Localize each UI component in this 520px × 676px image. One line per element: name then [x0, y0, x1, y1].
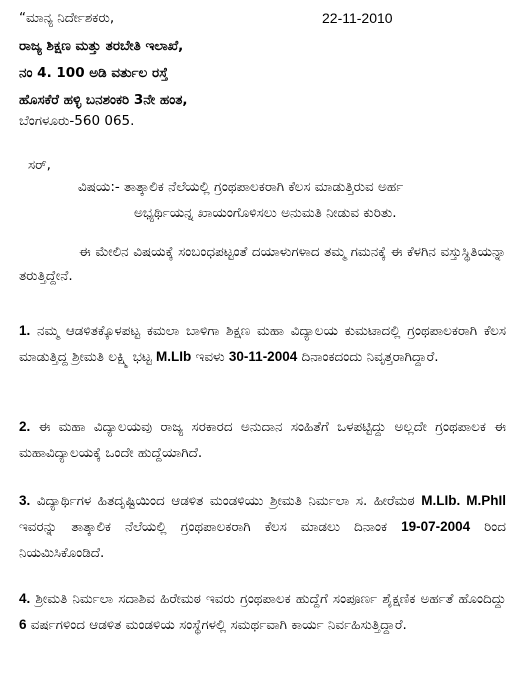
address-line-2: ರಾಜ್ಯ ಶಿಕ್ಷಣ ಮತ್ತು ತರಬೇತಿ ಇಲಾಖೆ, [19, 38, 184, 54]
point-3-date: 19-07-2004 [401, 519, 471, 534]
address-line-1: “ಮಾನ್ಯ ನಿರ್ದೇಶಕರು, [19, 10, 115, 26]
intro-text: ಈ ಮೇಲಿನ ವಿಷಯಕ್ಕೆ ಸಂಬಂಧಪಟ್ಟಂತೆ ದಯಾಳುಗಳಾದ ತಮ್ಮ ಗಮನಕ್ಕೆ ಈ ಕೆಳಗಿನ ವಸ್ತುಸ್ಥಿತಿಯನ್ನಾ ತರುತ್ತಿದ್ದೇನೆ. [19, 244, 506, 284]
address-line-5: ಬೆಂಗಳೂರು-560 065. [19, 113, 135, 129]
point-4 [19, 586, 506, 638]
point-1-text-d: ದಿನಾಂಕದಂದು ನಿವೃತ್ತರಾಗಿದ್ದಾರೆ. [297, 349, 439, 365]
point-1-degree: M.LIb [156, 349, 192, 364]
point-1-text-c: ಇವಳು [191, 349, 229, 365]
point-3-number: 3. [19, 493, 31, 508]
subject-block [78, 177, 508, 223]
subject-line-2: ಅಭ್ಯರ್ಥಿಯನ್ನ ಖಾಯಂಗೊಳಿಸಲು ಅನುಮತಿ ನೀಡುವ ಕುರಿತು. [134, 205, 397, 221]
point-4-text-a: ಶ್ರೀಮತಿ ನಿರ್ಮಲಾ ಸದಾಶಿವ ಹಿರೇಮಠ ಇವರು ಗ್ರಂಥಪಾಲಕ ಹುದ್ದೆಗೆ ಸಂಪೂರ್ಣ ಶೈಕ್ಷಣಿಕ ಅರ್ಹತೆ ಹೊಂದಿದ್ದು [30, 591, 506, 607]
point-2-text: ಈ ಮಹಾ ವಿದ್ಯಾಲಯವು ರಾಜ್ಯ ಸರಕಾರದ ಅನುದಾನ ಸಂಹಿತೆಗೆ ಒಳಪಟ್ಟಿದ್ದು ಅಲ್ಲದೇ ಗ್ರಂಥಪಾಲಕ ಈ ಮಹಾವಿದ್ಯಾಲಯಕ್ಕೆ ಒಂದೇ ಹುದ್ದೆಯಾಗಿದೆ. [19, 419, 506, 461]
point-4-text-c: ವರ್ಷಗಳಿಂದ ಆಡಳಿತ ಮಂಡಳಿಯ ಸಂಸ್ಥೆಗಳಲ್ಲಿ ಸಮರ್ಥವಾಗಿ ಕಾರ್ಯ ನಿರ್ವಹಿಸುತ್ತಿದ್ದಾರೆ. [26, 617, 407, 633]
point-3-text-d: ರಿಂದ ನಿಯಮಿಸಿಕೊಂಡಿದೆ. [19, 519, 507, 561]
point-1-number: 1. [19, 323, 31, 338]
letter-date: 22-11-2010 [322, 10, 393, 26]
address-line-3: ನಂ 4. 100 ಅಡಿ ವರ್ತುಲ ರಸ್ತೆ [19, 65, 168, 81]
salutation: ಸರ್, [28, 157, 51, 173]
point-1-date: 30-11-2004 [228, 349, 298, 364]
subject-line-1: ವಿಷಯ:- ತಾತ್ಕಾಲಿಕ ನೆಲೆಯಲ್ಲಿ ಗ್ರಂಥಪಾಲಕರಾಗಿ ಕೆಲಸ ಮಾಡುತ್ತಿರುವ ಅರ್ಹ [78, 179, 404, 195]
point-3-text-a: ವಿದ್ಯಾರ್ಥಿಗಳ ಹಿತದೃಷ್ಟಿಯಿಂದ ಆಡಳಿತ ಮಂಡಳಿಯು ಶ್ರೀಮತಿ ನಿರ್ಮಲಾ ಸ. ಹೀರೆಮಠ [30, 493, 422, 509]
address-line-4: ಹೊಸಕೆರೆ ಹಳ್ಳಿ ಬನಶಂಕರಿ 3ನೇ ಹಂತ, [19, 92, 188, 108]
point-3 [19, 488, 506, 566]
point-1-text-a: ನಮ್ಮ ಆಡಳಿತಕ್ಕೊಳಪಟ್ಟ ಕಮಲಾ ಬಾಳಿಗಾ ಶಿಕ್ಷಣ ಮಹಾ ವಿದ್ಯಾಲಯ ಕುಮಟಾದಲ್ಲಿ ಗ್ರಂಥಪಾಲಕರಾಗಿ ಕೆಲಸ ಮಾಡುತ್ತಿದ್ದ ಶ್ರೀಮತಿ ಲಕ್ಷ್ಮಿ ಭಟ್ಟ [19, 323, 506, 365]
point-1 [19, 318, 506, 370]
point-2 [19, 414, 506, 466]
intro-paragraph [19, 240, 506, 288]
point-4-years: 6 [19, 617, 27, 632]
point-3-text-c: ಇವರನ್ನು ತಾತ್ಕಾಲಿಕ ನೆಲೆಯಲ್ಲಿ ಗ್ರಂಥಪಾಲಕರಾಗಿ ಕೆಲಸ ಮಾಡಲು ದಿನಾಂಕ [19, 519, 402, 535]
point-3-degree: M.LIb. M.PhIl [421, 493, 506, 508]
point-4-number: 4. [19, 591, 31, 606]
point-2-number: 2. [19, 419, 31, 434]
